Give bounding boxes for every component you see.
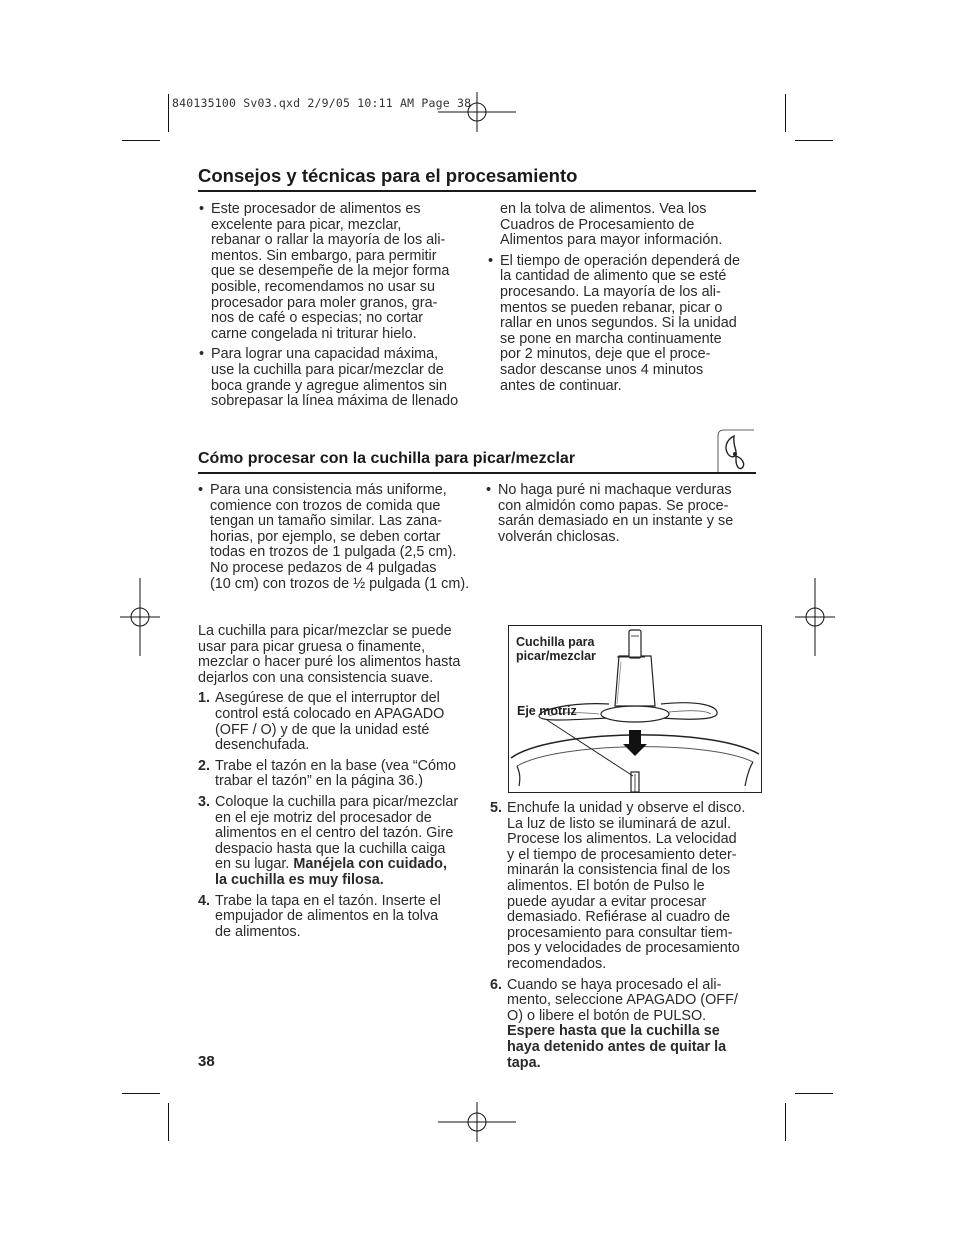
registration-mark-right — [795, 578, 835, 656]
tips-right-column — [488, 202, 763, 399]
continued-text: en la tolva de alimentos. Vea los Cuadros de Procesamiento de Alimentos para mayor información. — [500, 201, 723, 249]
crop-mark — [795, 1093, 833, 1094]
crop-mark — [795, 140, 833, 141]
intro-paragraph: La cuchilla para picar/mezclar se puede usar para picar gruesa o finamente, mezclar o hacer puré los alimentos hasta dejarlos con una consistencia suave. — [198, 623, 461, 686]
steps-right-column — [490, 801, 765, 1076]
crop-mark — [122, 140, 160, 141]
registration-mark-bottom — [438, 1102, 516, 1142]
section-rule — [198, 472, 756, 474]
chopping-right-bullet — [486, 483, 761, 550]
crop-mark — [168, 94, 169, 132]
section-title-chopping: Cómo procesar con la cuchilla para picar/mezclar — [198, 450, 576, 467]
label-shaft: Eje motriz — [517, 704, 577, 718]
list-item: • Para lograr una capacidad máxima, use la cuchilla para picar/mezclar de boca grande y agregue alimentos sin sobrepasar la línea máxima de llenado — [199, 347, 479, 409]
registration-mark-left — [120, 578, 160, 656]
step-item: 3. Coloque la cuchilla para picar/mezclar en el eje motriz del procesador de alimentos en el centro del tazón. Gire despacio hasta que la cuchilla caiga en su lugar. Manéjela con cuidado, la cuchilla es muy filosa. — [198, 793, 459, 888]
list-item: • El tiempo de operación dependerá de la cantidad de alimento que se esté procesando. La mayoría de los ali- mentos se pueden rebanar, picar o rallar en unos segundos. Si la unidad se pone en marcha continuamente por 2 minutos, deje que el proce- sador descanse unos 4 minutos antes de continuar. — [488, 254, 763, 394]
blade-diagram — [508, 625, 762, 793]
crop-mark — [785, 1103, 786, 1141]
list-item: • No haga puré ni machaque verduras con almidón como papas. Se proce- sarán demasiado en un instante y se volverán chiclosas. — [486, 483, 761, 545]
crop-mark — [122, 1093, 160, 1094]
file-slug-line: 840135100 Sv03.qxd 2/9/05 10:11 AM Page 38 — [172, 96, 472, 110]
chopping-instructions — [198, 624, 483, 945]
step-item: 1. Asegúrese de que el interruptor del control está colocado en APAGADO (OFF / O) y de que la unidad esté desenchufada. — [198, 690, 445, 754]
chopping-left-bullet — [198, 483, 483, 597]
section-rule — [198, 190, 756, 192]
section-title-tips: Consejos y técnicas para el procesamiento — [198, 165, 578, 186]
step-item: 4. Trabe la tapa en el tazón. Inserte el empujador de alimentos en la tolva de alimentos. — [198, 892, 441, 940]
crop-mark — [785, 94, 786, 132]
step-item: 5. Enchufe la unidad y observe el disco. La luz de listo se iluminará de azul. Procese los alimentos. La velocidad y el tiempo de procesamiento deter- minarán la consistencia final de los alimentos. El botón de Pulso le puede ayudar a evitar procesar demasiado. Refiérase al cuadro de procesamiento para consultar tiem- pos y velocidades de procesamiento recomendados. — [490, 800, 746, 972]
step-item: 2. Trabe el tazón en la base (vea “Cómo trabar el tazón” en la página 36.) — [198, 757, 457, 790]
crop-mark — [168, 1103, 169, 1141]
page-number: 38 — [198, 1053, 215, 1070]
tips-left-column — [199, 202, 479, 415]
list-item: • Este procesador de alimentos es excelente para picar, mezclar, rebanar o rallar la mayoría de los ali- mentos. Sin embargo, para permitir que se desempeñe de la mejor forma posible, recomendamos no usar su procesador para moler granos, gra- nos de café o especias; no cortar carne congelada ni triturar hielo. — [199, 202, 479, 342]
step-item: 6. Cuando se haya procesado el ali- mento, seleccione APAGADO (OFF/ O) o libere el botón de PULSO. Espere hasta que la cuchilla se haya detenido antes de quitar la tapa. — [490, 976, 738, 1071]
list-item: • Para una consistencia más uniforme, comience con trozos de comida que tengan un tamaño similar. Las zana- horias, por ejemplo, se deben cortar todas en trozos de 1 pulgada (2,5 cm). No procese pedazos de 4 pulgadas (10 cm) con trozos de ½ pulgada (1 cm). — [198, 483, 483, 592]
label-blade: Cuchilla para picar/mezclar — [516, 635, 596, 663]
blade-icon — [714, 428, 754, 472]
